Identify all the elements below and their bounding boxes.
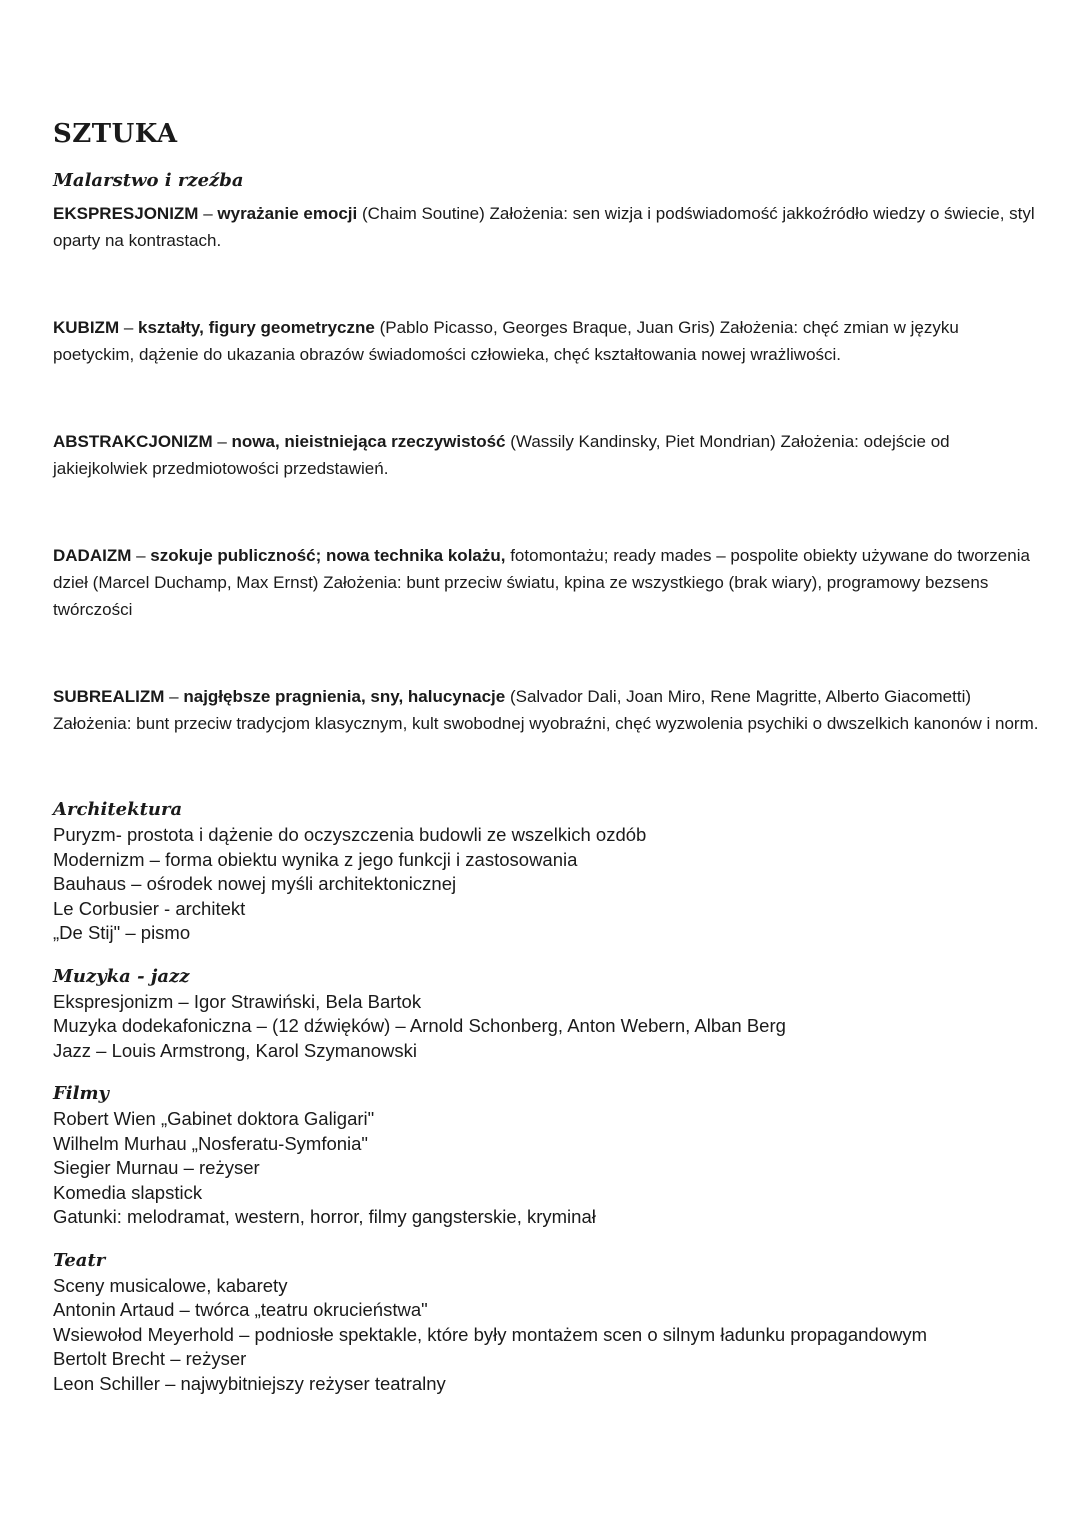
movement-key-trait: szokuje publiczność; nowa technika kolażu, [150, 546, 506, 565]
list-item: Antonin Artaud – twórca „teatru okrucieństwa" [53, 1299, 428, 1320]
movement-description: (Pablo Picasso, Georges Braque, Juan Gris) Założenia: chęć zmian w języku poetyckim, dążenie do ukazania obrazów świadomości człowieka, chęć kształtowania nowej wrażliwości. [53, 318, 959, 364]
list-item: Siegier Murnau – reżyser [53, 1157, 260, 1178]
page-title: SZTUKA [53, 119, 178, 149]
movement-entry [53, 314, 1043, 368]
music-heading: Muzyka - jazz [53, 965, 190, 987]
movement-key-trait: nowa, nieistniejąca rzeczywistość [231, 432, 506, 451]
list-item: Komedia slapstick [53, 1181, 203, 1203]
list-item: Gatunki: melodramat, western, horror, filmy gangsterskie, kryminał [53, 1206, 596, 1227]
movement-name: KUBIZM [53, 318, 120, 337]
movement-entry [53, 542, 1043, 623]
architecture-list [53, 823, 1043, 946]
music-list [53, 990, 1043, 1064]
list-item: Ekspresjonizm – Igor Strawiński, Bela Bartok [53, 990, 422, 1012]
architecture-section [53, 799, 1043, 946]
movement-separator: – [212, 432, 232, 451]
list-item: Wilhelm Murhau „Nosferatu-Symfonia" [53, 1132, 368, 1154]
movement-separator: – [198, 204, 218, 223]
movement-description: fotomontażu; ready mades – pospolite obiekty używane do tworzenia dzieł (Marcel Duchamp, Max Ernst) Założenia: bunt przeciw światu, kpina ze wszystkiego (brak wiary), programowy bezsens twórczości [53, 546, 1030, 619]
movement-name: DADAIZM [53, 546, 132, 565]
movement-name: ABSTRAKCJONIZM [53, 432, 213, 451]
list-item: Jazz – Louis Armstrong, Karol Szymanowski [53, 1039, 417, 1061]
list-item: Bertolt Brecht – reżyser [53, 1348, 247, 1369]
list-item: Leon Schiller – najwybitniejszy reżyser teatralny [53, 1372, 446, 1394]
movement-entry [53, 683, 1043, 737]
theatre-list [53, 1274, 1043, 1397]
movement-entry [53, 200, 1043, 254]
list-item: Wsiewołod Meyerhold – podniosłe spektakle, które były montażem scen o silnym ładunku propagandowym [53, 1323, 928, 1345]
list-item: „De Stij" – pismo [53, 922, 191, 943]
films-heading: Filmy [53, 1083, 109, 1104]
list-item: Modernizm – forma obiektu wynika z jego funkcji i zastosowania [53, 848, 578, 870]
list-item: Robert Wien „Gabinet doktora Galigari" [53, 1108, 375, 1129]
painting-section [53, 200, 1043, 737]
movement-name: EKSPRESJONIZM [53, 204, 199, 223]
list-item: Le Corbusier - architekt [53, 897, 246, 919]
movement-description: (Salvador Dali, Joan Miro, Rene Magritte, Alberto Giacometti) Założenia: bunt przeciw tradycjom klasycznym, kult swobodnej wyobraźni, chęć wyzwolenia psychiki o dwszelkich kanonów i norm. [53, 687, 1039, 733]
list-item: Muzyka dodekafoniczna – (12 dźwięków) – Arnold Schonberg, Anton Webern, Alban Berg [53, 1015, 786, 1036]
movement-separator: – [119, 318, 139, 337]
architecture-heading: Architektura [53, 799, 183, 820]
theatre-heading: Teatr [53, 1249, 106, 1271]
document-page [53, 118, 1043, 1416]
movement-key-trait: kształty, figury geometryczne [138, 318, 375, 337]
films-section [53, 1083, 1043, 1230]
list-item: Bauhaus – ośrodek nowej myśli architektonicznej [53, 873, 457, 894]
movement-key-trait: wyrażanie emocji [217, 204, 358, 223]
movement-name: SUBREALIZM [53, 687, 165, 706]
movement-separator: – [131, 546, 151, 565]
movement-separator: – [164, 687, 184, 706]
movement-description: (Wassily Kandinsky, Piet Mondrian) Założenia: odejście od jakiejkolwiek przedmiotowości przedstawień. [53, 432, 950, 478]
movement-entry [53, 428, 1043, 482]
painting-heading: Malarstwo i rzeźba [53, 170, 244, 191]
list-item: Sceny musicalowe, kabarety [53, 1274, 288, 1296]
theatre-section [53, 1250, 1043, 1397]
movement-description: (Chaim Soutine) Założenia: sen wizja i podświadomość jakkoźródło wiedzy o świecie, styl oparty na kontrastach. [53, 204, 1035, 250]
list-item: Puryzm- prostota i dążenie do oczyszczenia budowli ze wszelkich ozdób [53, 824, 647, 845]
movement-key-trait: najgłębsze pragnienia, sny, halucynacje [183, 687, 506, 706]
music-section [53, 966, 1043, 1064]
films-list [53, 1107, 1043, 1230]
